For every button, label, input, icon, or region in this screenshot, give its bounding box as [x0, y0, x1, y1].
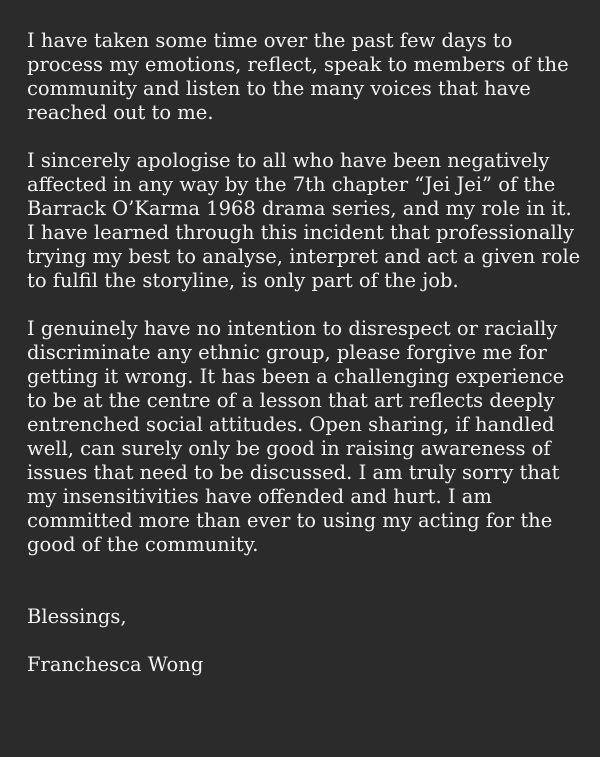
- text-line: well, can surely only be good in raising awareness of: [27, 437, 551, 460]
- text-line: good of the community.: [27, 533, 259, 556]
- spacer: [27, 581, 576, 605]
- text-line: reached out to me.: [27, 101, 214, 124]
- signature-text: Franchesca Wong: [27, 653, 204, 676]
- closing-text: Blessings,: [27, 605, 127, 628]
- text-line: issues that need to be discussed. I am truly sorry that: [27, 461, 560, 484]
- closing: [27, 605, 576, 629]
- text-line: affected in any way by the 7th chapter “Jei Jei” of the: [27, 173, 556, 196]
- text-line: Barrack O’Karma 1968 drama series, and my role in it.: [27, 197, 572, 220]
- text-line: community and listen to the many voices that have: [27, 77, 531, 100]
- paragraph-2: [27, 149, 581, 293]
- paragraph-1: [27, 29, 576, 125]
- text-line: committed more than ever to using my acting for the: [27, 509, 553, 532]
- text-line: my insensitivities have offended and hurt. I am: [27, 485, 492, 508]
- text-line: process my emotions, reflect, speak to members of the: [27, 53, 569, 76]
- text-line: I have learned through this incident that professionally: [27, 221, 575, 244]
- text-line: to fulfil the storyline, is only part of the job.: [27, 269, 459, 292]
- text-line: I genuinely have no intention to disrespect or racially: [27, 317, 558, 340]
- signature: [27, 653, 576, 677]
- paragraph-3: [27, 317, 576, 557]
- text-line: getting it wrong. It has been a challenging experience: [27, 365, 565, 388]
- text-line: discriminate any ethnic group, please forgive me for: [27, 341, 547, 364]
- text-line: I sincerely apologise to all who have been negatively: [27, 149, 550, 172]
- text-line: to be at the centre of a lesson that art reflects deeply: [27, 389, 555, 412]
- text-line: trying my best to analyse, interpret and act a given role: [27, 245, 581, 268]
- text-line: I have taken some time over the past few days to: [27, 29, 513, 52]
- text-line: entrenched social attitudes. Open sharing, if handled: [27, 413, 555, 436]
